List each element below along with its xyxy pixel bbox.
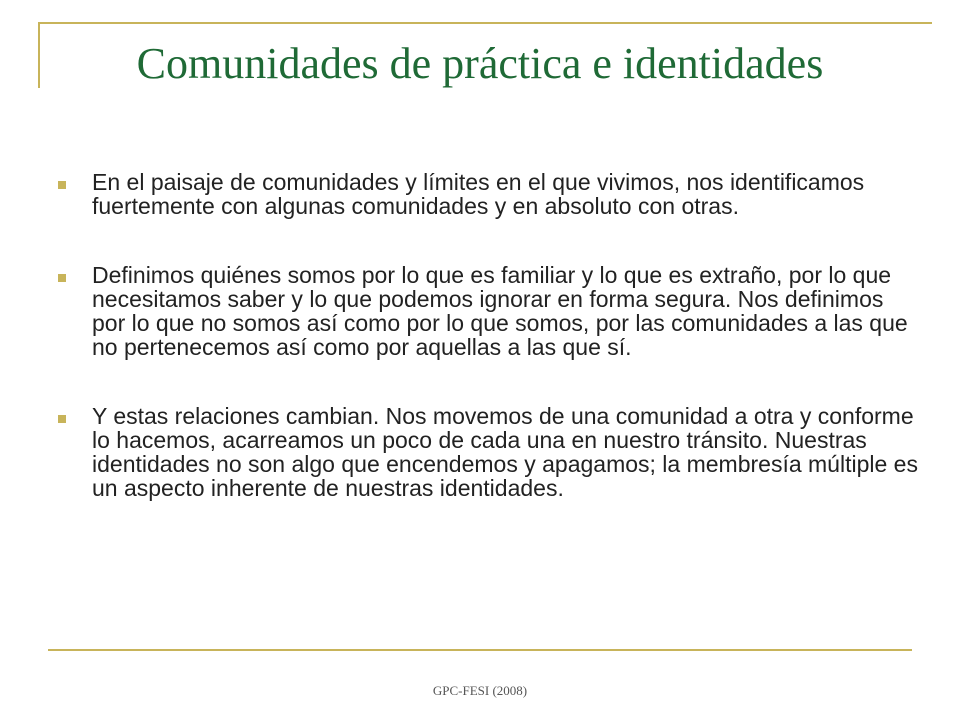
bullet-item-3 <box>58 404 918 500</box>
frame-top-rule <box>38 22 932 24</box>
bullet-text-2: Definimos quiénes somos por lo que es familiar y lo que es extraño, por lo que necesitamos saber y lo que podemos ignorar en forma segura. Nos definimos por lo que no somos así como por lo que somos, por las comunidades a las que no pertenecemos así como por aquellas a las que sí. <box>92 262 908 360</box>
bullet-list <box>58 170 918 500</box>
bullet-text-3: Y estas relaciones cambian. Nos movemos de una comunidad a otra y conforme lo hacemos, acarreamos un poco de cada una en nuestro tránsito. Nuestras identidades no son algo que encendemos y apagamos; la membresía múltiple es un aspecto inherente de nuestras identidades. <box>92 403 918 501</box>
bullet-item-2 <box>58 263 918 359</box>
footer-divider <box>48 649 912 651</box>
square-bullet-icon <box>58 274 66 282</box>
slide-title: Comunidades de práctica e identidades <box>136 39 824 88</box>
footer-text: GPC-FESI (2008) <box>432 683 528 698</box>
bullet-item-1 <box>58 170 918 218</box>
bullet-text-1: En el paisaje de comunidades y límites en el que vivimos, nos identificamos fuertemente con algunas comunidades y en absoluto con otras. <box>92 169 865 219</box>
square-bullet-icon <box>58 181 66 189</box>
square-bullet-icon <box>58 415 66 423</box>
